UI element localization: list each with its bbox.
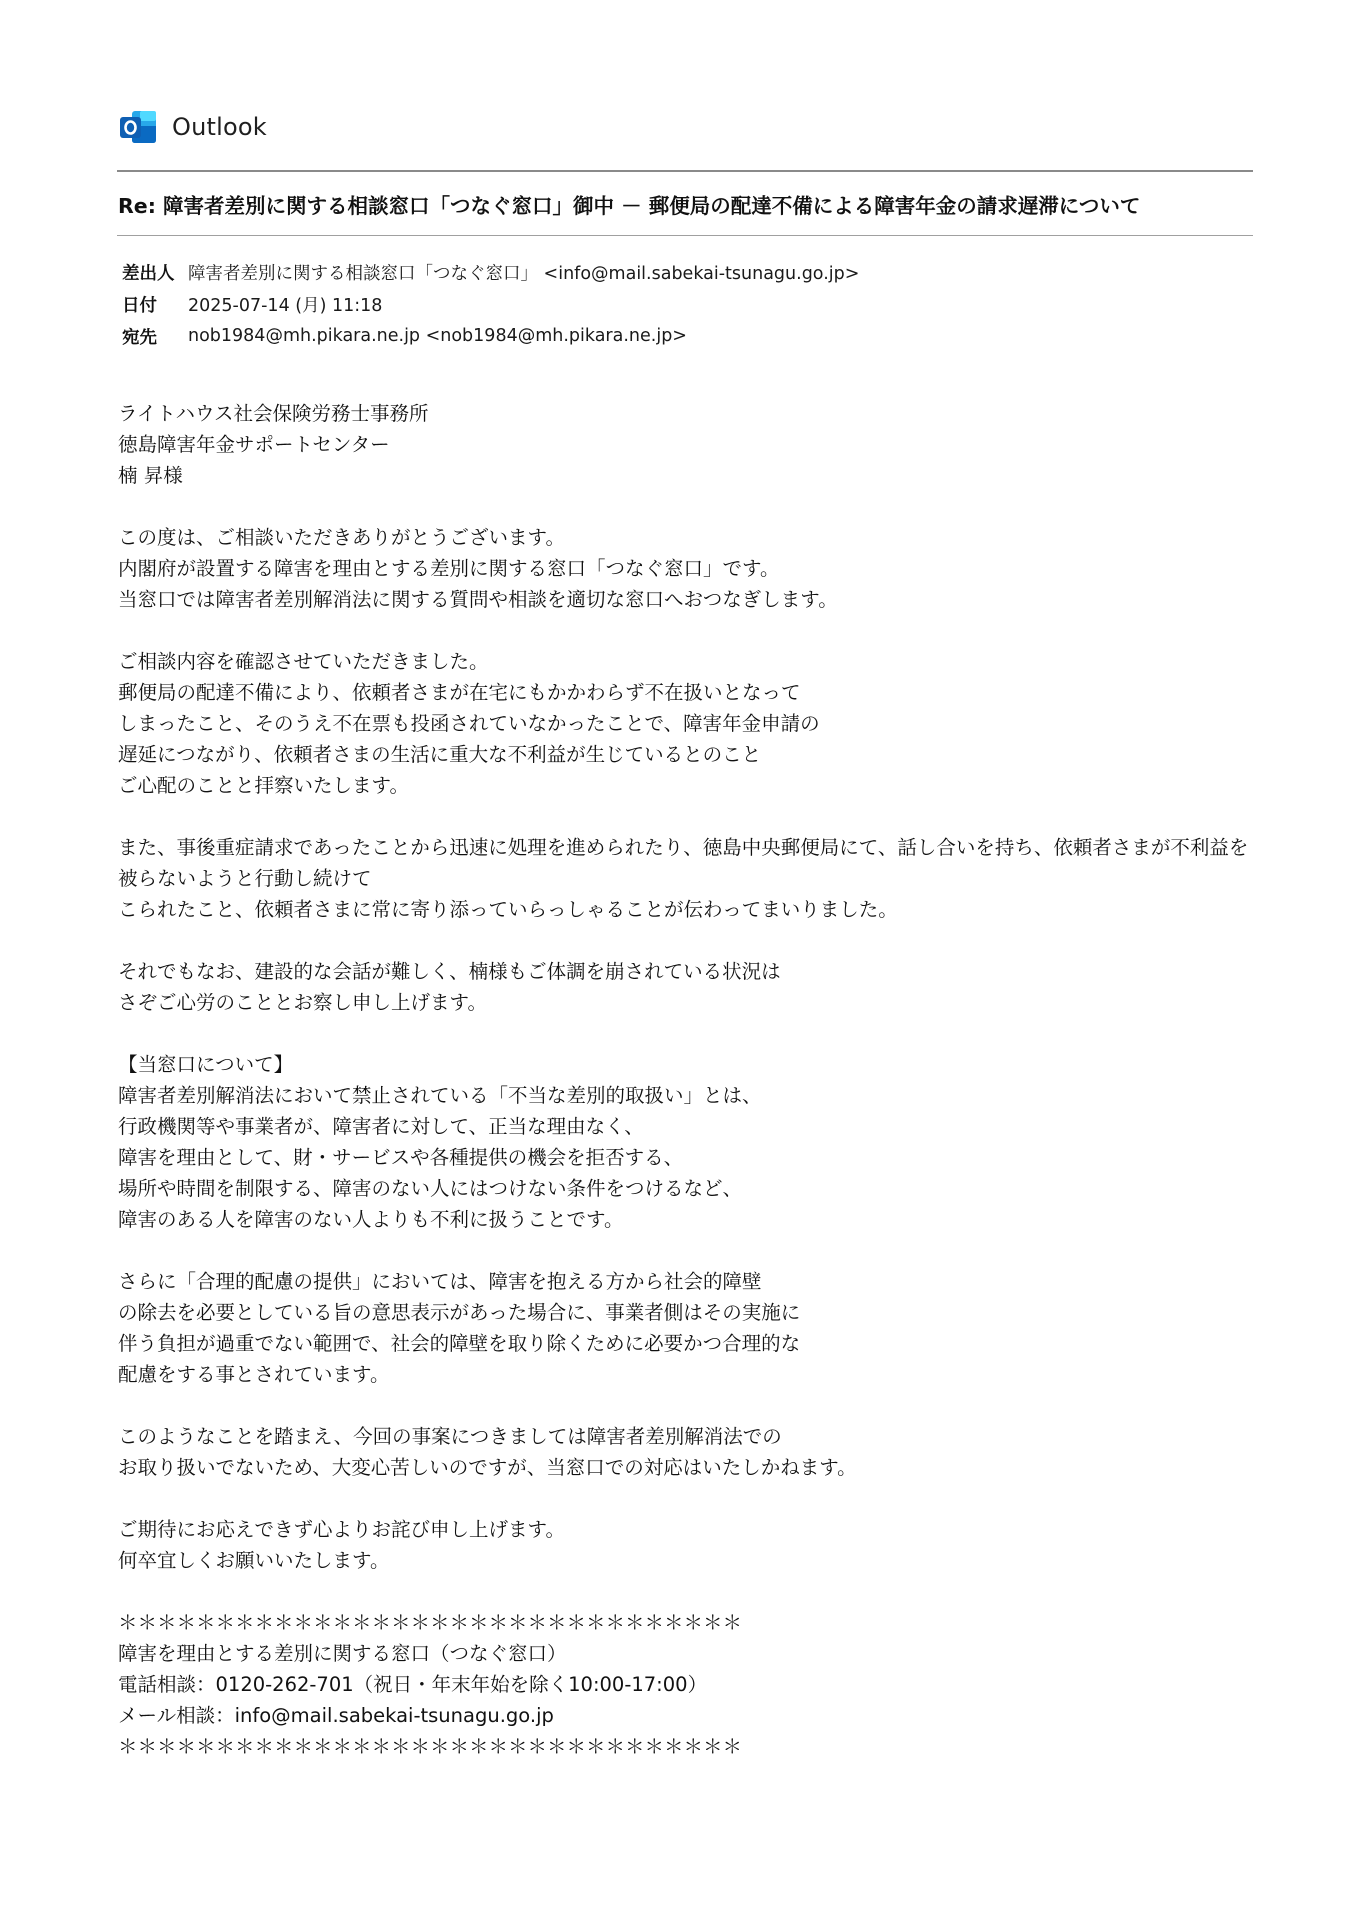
body-line: 障害を理由とする差別に関する窓口（つなぐ窓口）: [118, 1642, 567, 1665]
blank-line: [118, 1235, 1268, 1266]
to-value[interactable]: nob1984@mh.pikara.ne.jp <nob1984@mh.pikara.ne.jp>: [188, 326, 687, 346]
body-line: 何卒宜しくお願いいたします。: [118, 1549, 390, 1572]
date-label: 日付: [122, 295, 157, 316]
blank-line: [118, 615, 1268, 646]
email-body: [118, 398, 1268, 1762]
from-label: 差出人: [122, 263, 175, 284]
from-value[interactable]: 障害者差別に関する相談窓口「つなぐ窓口」 <info@mail.sabekai-tsunagu.go.jp>: [188, 263, 860, 284]
body-line: 遅延につながり、依頼者さまの生活に重大な不利益が生じているとのこと: [118, 743, 762, 766]
body-line: ＊＊＊＊＊＊＊＊＊＊＊＊＊＊＊＊＊＊＊＊＊＊＊＊＊＊＊＊＊＊＊＊: [118, 1611, 743, 1634]
header-divider: [117, 170, 1253, 172]
app-header: [118, 107, 267, 147]
app-name: Outlook: [172, 113, 267, 141]
outlook-logo-icon: [118, 108, 158, 146]
body-line: 内閣府が設置する障害を理由とする差別に関する窓口「つなぐ窓口」です。: [118, 557, 780, 580]
body-line: ライトハウス社会保険労務士事務所: [118, 402, 429, 425]
email-subject: Re: 障害者差別に関する相談窓口「つなぐ窓口」御中 － 郵便局の配達不備による障害年金の請求遅滞について: [118, 194, 1141, 218]
body-line: さぞご心労のこととお察し申し上げます。: [118, 991, 487, 1014]
body-line: このようなことを踏まえ、今回の事案につきましては障害者差別解消法での: [118, 1425, 782, 1448]
body-line: 伴う負担が過重でない範囲で、社会的障壁を取り除くために必要かつ合理的な: [118, 1332, 801, 1355]
body-line: 障害者差別解消法において禁止されている「不当な差別的取扱い」とは、: [118, 1084, 762, 1107]
date-row: [122, 288, 859, 320]
body-line: それでもなお、建設的な会話が難しく、楠様もご体調を崩されている状況は: [118, 960, 781, 983]
body-line: の除去を必要としている旨の意思表示があった場合に、事業者側はその実施に: [118, 1301, 801, 1324]
blank-line: [118, 1390, 1268, 1421]
body-line: ご相談内容を確認させていただきました。: [118, 650, 489, 673]
blank-line: [118, 801, 1268, 832]
body-line: 障害を理由として、財・サービスや各種提供の機会を拒否する、: [118, 1146, 684, 1169]
body-line: ＊＊＊＊＊＊＊＊＊＊＊＊＊＊＊＊＊＊＊＊＊＊＊＊＊＊＊＊＊＊＊＊: [118, 1735, 743, 1758]
body-line: 障害のある人を障害のない人よりも不利に扱うことです。: [118, 1208, 624, 1231]
body-line: 被らないようと行動し続けて: [118, 867, 372, 890]
body-line: こられたこと、依頼者さまに常に寄り添っていらっしゃることが伝わってまいりました。: [118, 898, 898, 921]
body-line: しまったこと、そのうえ不在票も投函されていなかったことで、障害年金申請の: [118, 712, 820, 735]
body-line: ご心配のことと拝察いたします。: [118, 774, 409, 797]
body-line: 行政機関等や事業者が、障害者に対して、正当な理由なく、: [118, 1115, 644, 1138]
body-line: 当窓口では障害者差別解消法に関する質問や相談を適切な窓口へおつなぎします。: [118, 588, 838, 611]
body-line: 場所や時間を制限する、障害のない人にはつけない条件をつけるなど、: [118, 1177, 743, 1200]
body-line: 電話相談：0120-262-701（祝日・年末年始を除く10:00-17:00）: [118, 1673, 708, 1696]
body-line: 【当窓口について】: [118, 1053, 294, 1076]
from-row: [122, 256, 859, 288]
body-line: お取り扱いでないため、大変心苦しいのですが、当窓口での対応はいたしかねます。: [118, 1456, 857, 1479]
body-line: 配慮をする事とされています。: [118, 1363, 390, 1386]
blank-line: [118, 491, 1268, 522]
blank-line: [118, 925, 1268, 956]
body-line: 郵便局の配達不備により、依頼者さまが在宅にもかかわらず不在扱いとなって: [118, 681, 801, 704]
blank-line: [118, 1018, 1268, 1049]
body-line: この度は、ご相談いただきありがとうございます。: [118, 526, 565, 549]
body-line: また、事後重症請求であったことから迅速に処理を進められたり、徳島中央郵便局にて、話し合いを持ち、依頼者さまが不利益を: [118, 836, 1249, 859]
body-line: ご期待にお応えできず心よりお詫び申し上げます。: [118, 1518, 565, 1541]
email-meta: [122, 256, 859, 352]
subject-divider: [117, 235, 1253, 236]
to-label: 宛先: [122, 327, 157, 348]
body-line: さらに「合理的配慮の提供」においては、障害を抱える方から社会的障壁: [118, 1270, 762, 1293]
blank-line: [118, 1483, 1268, 1514]
to-row: [122, 320, 859, 352]
body-line: メール相談：info@mail.sabekai-tsunagu.go.jp: [118, 1704, 554, 1727]
body-line: 楠 昇様: [118, 464, 183, 487]
blank-line: [118, 1576, 1268, 1607]
body-line: 徳島障害年金サポートセンター: [118, 433, 390, 456]
date-value: 2025-07-14 (月) 11:18: [188, 295, 383, 316]
